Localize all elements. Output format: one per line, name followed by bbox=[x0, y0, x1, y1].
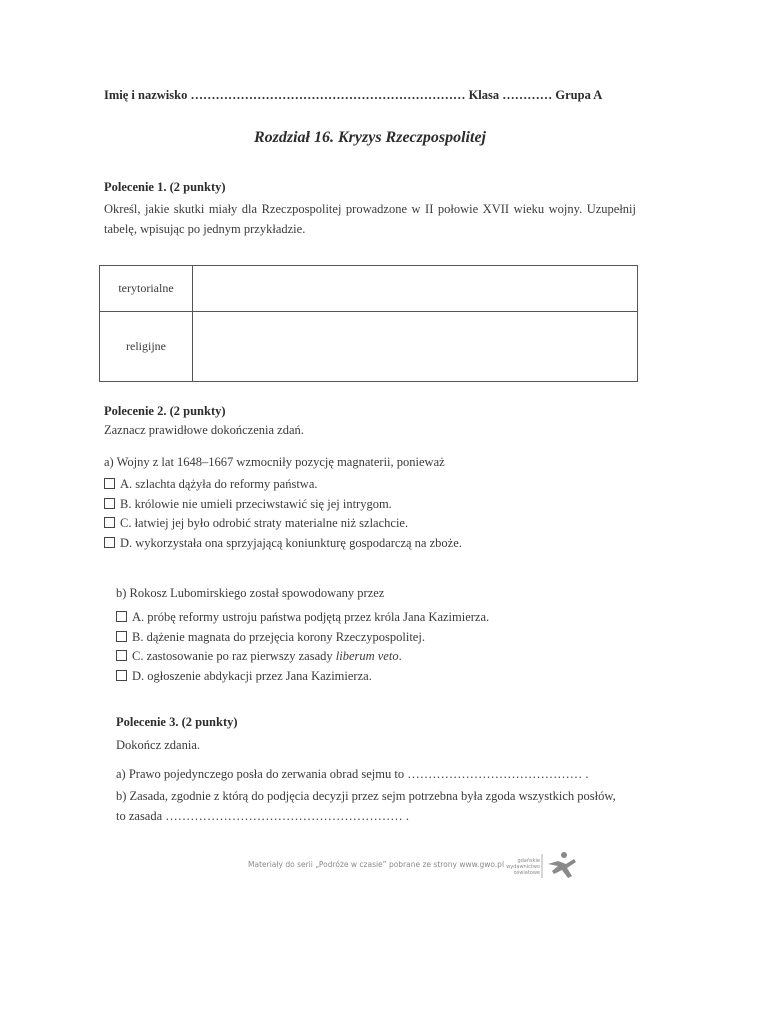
answer-cell-religious[interactable] bbox=[193, 312, 638, 382]
task2b-option-d[interactable] bbox=[116, 669, 372, 684]
answer-cell-territorial[interactable] bbox=[193, 266, 638, 312]
checkbox-icon[interactable] bbox=[104, 517, 115, 528]
checkbox-icon[interactable] bbox=[116, 650, 127, 661]
table-row bbox=[100, 266, 638, 312]
checkbox-icon[interactable] bbox=[104, 478, 115, 489]
logo-text-line3: oświatowe bbox=[513, 870, 540, 876]
option-label: C. zastosowanie po raz pierwszy zasady bbox=[132, 649, 336, 663]
checkbox-icon[interactable] bbox=[116, 670, 127, 681]
checkbox-icon[interactable] bbox=[104, 498, 115, 509]
option-label: B. królowie nie umieli przeciwstawić się jej intrygom. bbox=[120, 497, 392, 511]
task2a-option-a[interactable] bbox=[104, 477, 318, 492]
option-label: A. szlachta dążyła do reformy państwa. bbox=[120, 477, 318, 491]
row-label-territorial: terytorialne bbox=[100, 266, 193, 312]
option-label: B. dążenie magnata do przejęcia korony Rzeczypospolitej. bbox=[132, 630, 425, 644]
option-suffix: . bbox=[398, 649, 402, 663]
task2b-question: b) Rokosz Lubomirskiego został spowodowany przez bbox=[116, 586, 385, 600]
task2-instruction: Zaznacz prawidłowe dokończenia zdań. bbox=[104, 423, 304, 437]
page-title: Rozdział 16. Kryzys Rzeczpospolitej bbox=[253, 129, 486, 146]
task2-heading: Polecenie 2. (2 punkty) bbox=[104, 404, 226, 418]
table-row bbox=[100, 312, 638, 382]
option-label: C. łatwiej jej było odrobić straty materialne niż szlachcie. bbox=[120, 516, 409, 530]
checkbox-icon[interactable] bbox=[116, 631, 127, 642]
row-label-religious: religijne bbox=[100, 312, 193, 382]
task2a-question: a) Wojny z lat 1648–1667 wzmocniły pozycję magnaterii, ponieważ bbox=[104, 455, 445, 469]
task3-heading: Polecenie 3. (2 punkty) bbox=[116, 715, 238, 729]
option-label: D. wykorzystała ona sprzyjającą koniunkturę gospodarczą na zboże. bbox=[120, 536, 462, 550]
logo-text-line2: wydawnictwo bbox=[506, 864, 540, 870]
footer-source-note: Materiały do serii „Podróże w czasie” pobrane ze strony www.gwo.pl bbox=[248, 860, 505, 869]
task1-instruction: Określ, jakie skutki miały dla Rzeczpospolitej prowadzone w II połowie XVII wieku wojny. Uzupełnij tabelę, wpisując po jednym przykładzie. bbox=[104, 202, 636, 236]
task2a-option-d[interactable] bbox=[104, 536, 462, 551]
task2b-option-c[interactable] bbox=[116, 649, 402, 664]
task1-heading: Polecenie 1. (2 punkty) bbox=[104, 180, 226, 194]
publisher-logo-icon bbox=[506, 850, 578, 880]
option-italic-term: liberum veto bbox=[335, 649, 399, 663]
task3b-sentence-line1: b) Zasada, zgodnie z którą do podjęcia decyzji przez sejm potrzebna była zgoda wszystkich posłów, bbox=[116, 789, 616, 803]
task2b-option-a[interactable] bbox=[116, 610, 489, 625]
task2a-option-c[interactable] bbox=[104, 516, 408, 531]
checkbox-icon[interactable] bbox=[116, 611, 127, 622]
task3b-sentence-line2: to zasada ………………………………………………… . bbox=[116, 809, 410, 823]
logo-text-line1: gdańskie bbox=[517, 858, 540, 864]
task3a-sentence: a) Prawo pojedynczego posła do zerwania obrad sejmu to …………………………………… . bbox=[116, 767, 589, 781]
task3-instruction: Dokończ zdania. bbox=[116, 738, 200, 752]
option-label: D. ogłoszenie abdykacji przez Jana Kazimierza. bbox=[132, 669, 372, 683]
option-label: A. próbę reformy ustroju państwa podjętą przez króla Jana Kazimierza. bbox=[132, 610, 490, 624]
task2b-option-b[interactable] bbox=[116, 630, 425, 645]
task1-answer-table bbox=[99, 265, 638, 382]
task2a-option-b[interactable] bbox=[104, 497, 392, 512]
student-info-line: Imię i nazwisko ………………………………………………………… Klasa ………… Grupa A bbox=[104, 88, 603, 102]
checkbox-icon[interactable] bbox=[104, 537, 115, 548]
